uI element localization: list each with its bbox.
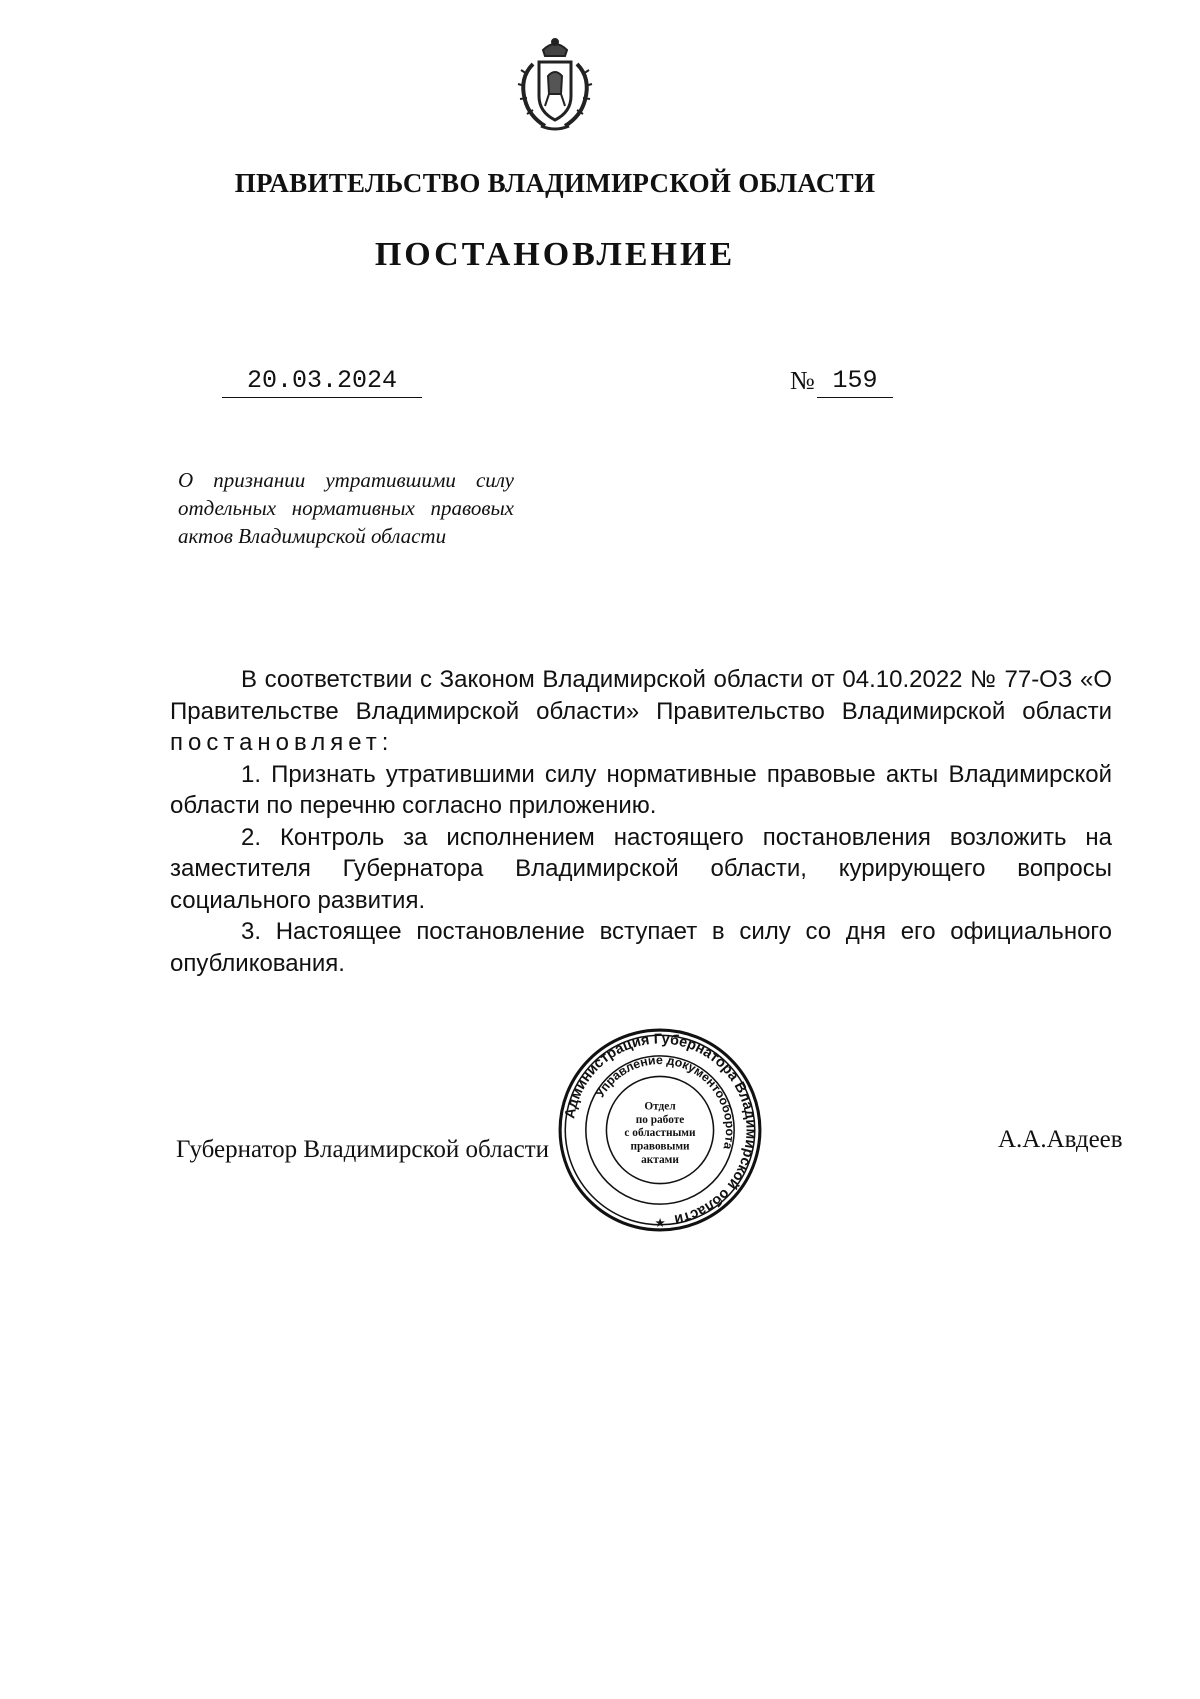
number-sign: №: [790, 366, 815, 395]
stamp-center-line: правовыми: [630, 1140, 690, 1153]
document-number: 159: [817, 366, 893, 398]
item-1: 1. Признать утратившими силу нормативные правовые акты Владимирской области по перечню согласно приложению.: [170, 760, 1112, 819]
document-subject: О признании утратившими силу отдельных нормативных правовых актов Владимирской области: [178, 468, 514, 548]
document-type-title: ПОСТАНОВЛЕНИЕ: [374, 236, 736, 273]
stamp-star-icon: ★: [654, 1215, 666, 1230]
stamp-center-line: по работе: [635, 1113, 685, 1126]
stamp-center-line: с областными: [624, 1127, 696, 1140]
organization-title: ПРАВИТЕЛЬСТВО ВЛАДИМИРСКОЙ ОБЛАСТИ: [234, 168, 876, 198]
item-3: 3. Настоящее постановление вступает в силу со дня его официального опубликования.: [170, 918, 1112, 977]
official-stamp: [557, 1027, 763, 1233]
document-date: 20.03.2024: [222, 366, 422, 398]
document-body: [170, 664, 1112, 979]
signer-title: Губернатор Владимирской области: [176, 1136, 550, 1163]
stamp-center-line: актами: [641, 1153, 679, 1166]
item-2: 2. Контроль за исполнением настоящего постановления возложить на заместителя Губернатора Владимирской области, курирующего вопросы социального развития.: [170, 823, 1112, 914]
preamble-text: В соответствии с Законом Владимирской области от 04.10.2022 № 77-ОЗ «О Правительстве Владимирской области» Правительство Владимирской области: [170, 666, 1112, 725]
stamp-outer-text: Администрация Губернатора Владимирской области: [562, 1031, 759, 1228]
stamp-center-line: Отдел: [644, 1100, 676, 1113]
stamp-inner-text: Управление документооборота: [592, 1053, 737, 1151]
coat-of-arms-icon: [505, 34, 605, 134]
preamble-verb: постановляет:: [170, 729, 394, 756]
preamble-paragraph: [170, 664, 1112, 759]
signer-name: А.А.Авдеев: [998, 1126, 1123, 1153]
